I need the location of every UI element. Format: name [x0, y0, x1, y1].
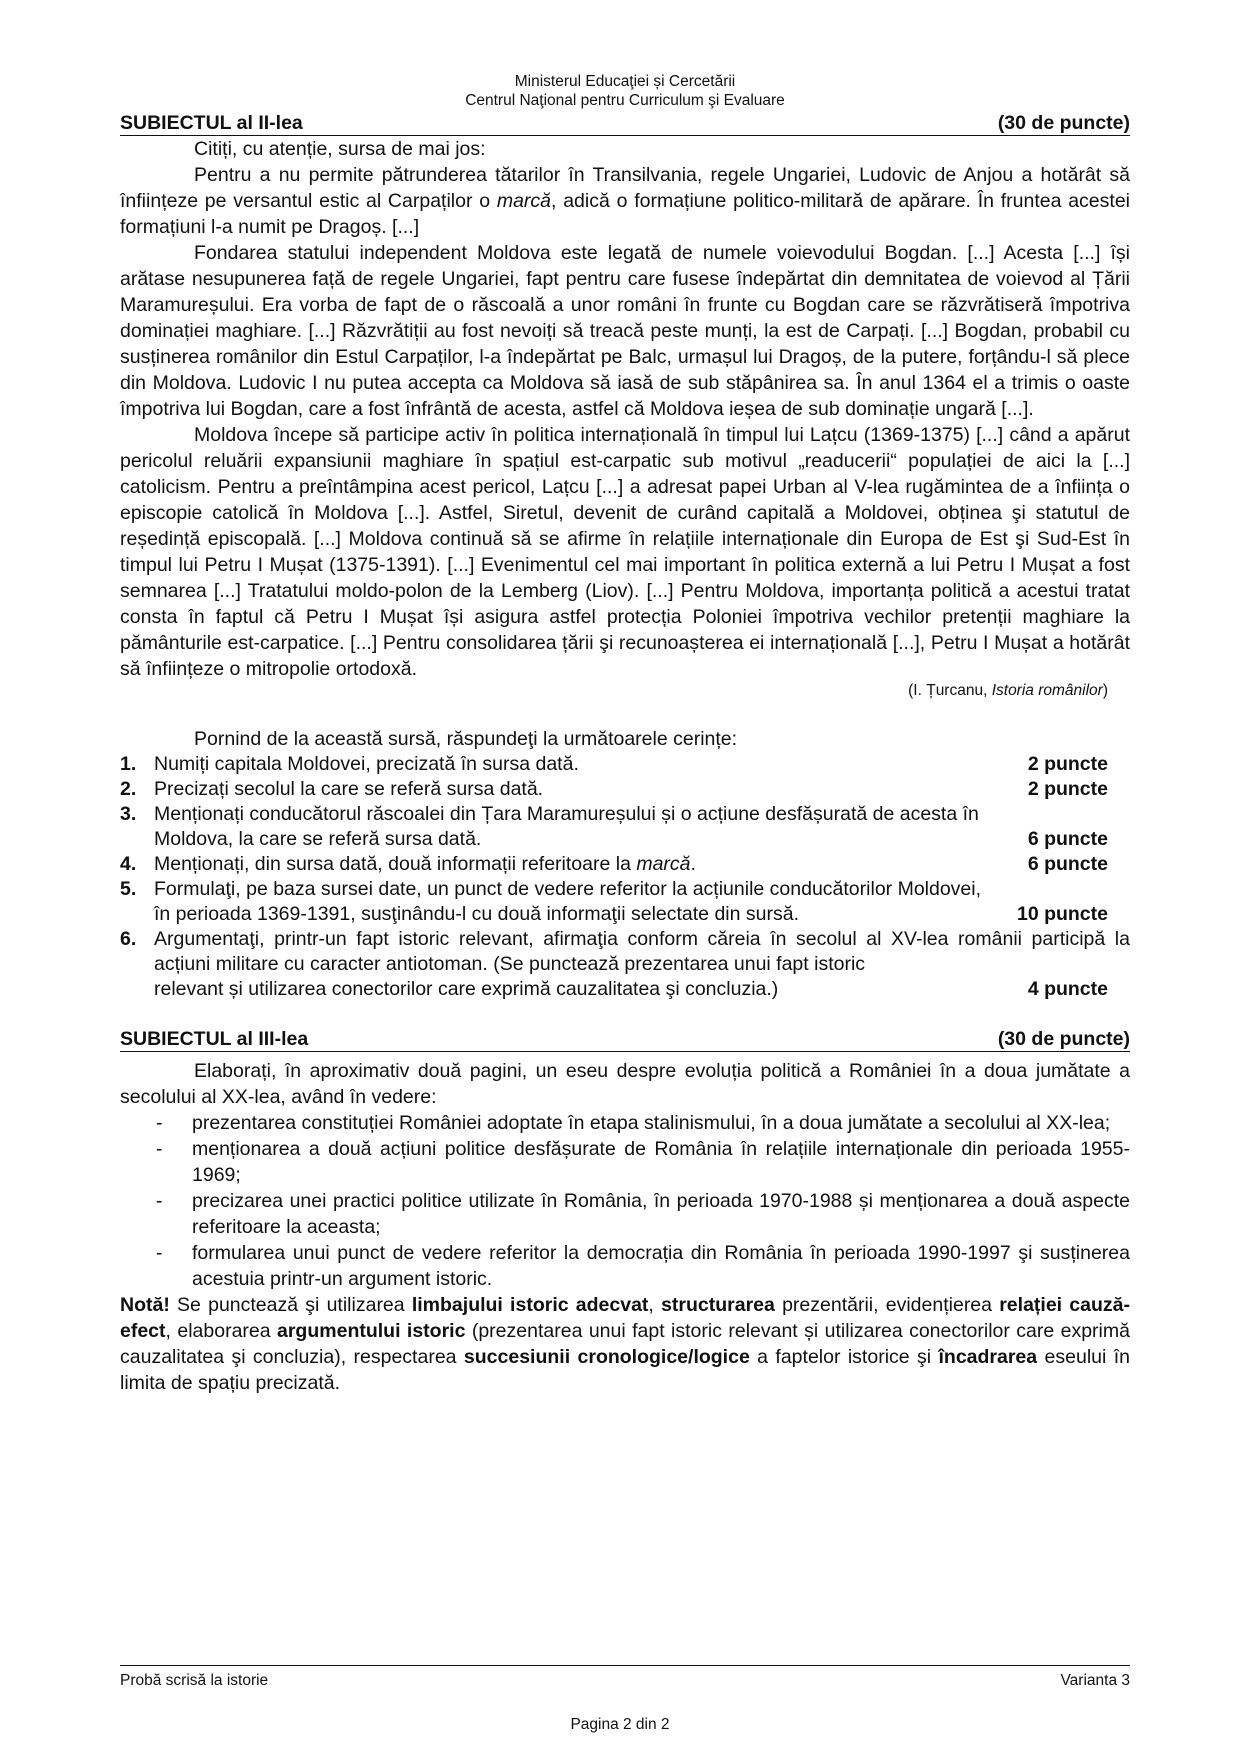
source-citation — [120, 682, 1108, 700]
question-1 — [120, 752, 1130, 777]
note-bold: argumentului istoric — [277, 1320, 466, 1342]
subject-3-heading — [120, 1028, 1130, 1052]
note-text: Se punctează şi utilizarea — [169, 1294, 412, 1316]
source-paragraph-3: Moldova începe să participe activ în politica internațională în timpul lui Lațcu (1369-1375) [...] când a apărut pericolul reluării expansiunii maghiare în spațiul est-carpatic sub motivul „readucerii“ populației de aici la [...] catolicism. Pentru a preîntâmpina acest pericol, Lațcu [...] a adresat papei Urban al V-lea rugămintea de a înființa o episcopie catolică în Moldova [...]. Astfel, Siretul, devenit de curând capitală a Moldovei, obținea şi statutul de reședință episcopală. [...] Moldova continuă să se afirme în relațiile internaționale din Europa de Est şi Sud-Est în timpul lui Petru I Mușat (1375-1391). [...] Evenimentul cel mai important în politica externă a lui Petru I Mușat a fost semnarea [...] Tratatului moldo-polon de la Lemberg (Liov). [...] Pentru Moldova, importanța politică a acestui tratat consta în faptul că Petru I Mușat își asigura astfel protecția Poloniei împotriva vechilor pretenții maghiare la pământurile est-carpatice. [...] Pentru consolidarea țării şi recunoașterea ei internațională [...], Petru I Mușat a hotărât să înființeze o mitropolie ortodoxă. — [120, 424, 1130, 680]
subject-2-heading — [120, 112, 1130, 136]
note-text: , — [648, 1294, 662, 1316]
note-bold: limbajului istoric adecvat — [411, 1294, 649, 1316]
grading-note — [120, 1292, 1130, 1396]
note-text: prezentării, evidențierea — [774, 1294, 1000, 1316]
center-name: Centrul Naţional pentru Curriculum şi Evaluare — [465, 92, 785, 109]
footer-variant: Varianta 3 — [1060, 1672, 1130, 1689]
question-text — [154, 852, 696, 877]
question-text-cont: relevant și utilizarea conectorilor care exprimă cauzalitatea şi concluzia.) — [154, 978, 779, 1000]
page-number: Pagina 2 din 2 — [570, 1716, 670, 1733]
citation-author: (I. Țurcanu, — [908, 682, 992, 699]
question-number: 2. — [120, 778, 137, 800]
subject-3-points: (30 de puncte) — [997, 1028, 1130, 1050]
note-text: (prezentarea unui fapt istoric relevant și utilizarea conectorilor care exprimă cauzalitatea şi concluzia), respectarea — [120, 1320, 1130, 1368]
task-intro: Pornind de la această sursă, răspundeţi la următoarele cerințe: — [194, 728, 738, 750]
question-6 — [120, 927, 1130, 1002]
essay-intro: Elaborați, în aproximativ două pagini, un eseu despre evoluția politică a României în a doua jumătate a secolului al XX-lea, având în vedere: — [120, 1060, 1130, 1108]
question-text: Formulaţi, pe baza sursei date, un punct de vedere referitor la acțiunile conducătorilor Moldovei, — [154, 878, 982, 900]
source-p1-emphasis: marcă — [496, 190, 552, 212]
citation-end: ) — [1102, 682, 1108, 699]
requirement-text: precizarea unei practici politice utilizate în România, în perioada 1970-1988 și menționarea a două aspecte referitoare la aceasta; — [192, 1190, 1130, 1238]
essay-requirement-2 — [120, 1136, 1130, 1188]
question-number: 5. — [120, 878, 137, 900]
source-paragraph-1 — [120, 162, 1130, 240]
question-points: 2 puncte — [1027, 753, 1108, 775]
subject-2-title: SUBIECTUL al II-lea — [120, 112, 303, 134]
note-bold: relației cauză-efect — [120, 1294, 1130, 1342]
requirement-text: formularea unui punct de vedere referitor la democrația din România în perioada 1990-1997 şi susținerea acestuia printr-un argument istoric. — [192, 1242, 1130, 1290]
question-number: 3. — [120, 803, 137, 825]
question-number: 1. — [120, 753, 137, 775]
question-text-cont: Moldova, la care se referă sursa dată. — [154, 828, 482, 850]
note-text: a faptelor istorice şi — [749, 1346, 939, 1368]
question-text-end: . — [690, 853, 696, 875]
citation-title: Istoria românilor — [991, 682, 1103, 699]
question-text: Argumentaţi, printr-un fapt istoric relevant, afirmaţia conform căreia în secolul al XV-lea românii participă la acțiuni militare cu caracter antiotoman. (Se punctează prezentarea unui fapt istoric — [154, 928, 1130, 975]
dash-marker: - — [156, 1112, 163, 1134]
question-3 — [120, 802, 1130, 852]
question-text-part: Menționați, din sursa dată, două informații referitoare la — [154, 853, 637, 875]
question-text-emphasis: marcă — [636, 853, 691, 875]
ministry-name: Ministerul Educaţiei și Cercetării — [514, 73, 736, 90]
ministry-header — [120, 72, 1130, 110]
question-2 — [120, 777, 1130, 802]
essay-requirement-1 — [120, 1110, 1130, 1136]
requirement-text: prezentarea constituției României adoptate în etapa stalinismului, în a doua jumătate a secolului al XX-lea; — [192, 1112, 1111, 1134]
question-points: 6 puncte — [1027, 828, 1108, 850]
question-4 — [120, 852, 1130, 877]
question-5 — [120, 877, 1130, 927]
dash-marker: - — [156, 1190, 163, 1212]
note-bold: încadrarea — [938, 1346, 1038, 1368]
source-paragraph-2: Fondarea statului independent Moldova este legată de numele voievodului Bogdan. [...] Acesta [...] își arătase nesupunerea față de regele Ungariei, fapt pentru care fusese îndepărtat din demnitatea de voievod al Țării Maramureșului. Era vorba de fapt de o răscoală a unor români în frunte cu Bogdan care se răzvrătiseră împotriva dominației maghiare. [...] Răzvrătiții au fost nevoiți să treacă peste munți, la est de Carpați. [...] Bogdan, probabil cu susținerea românilor din Estul Carpaților, l-a îndepărtat pe Balc, urmașul lui Dragoș, de la putere, forțându-l să plece din Moldova. Ludovic I nu putea accepta ca Moldova să iasă de sub stăpânirea sa. În anul 1364 el a trimis o oaste împotriva lui Bogdan, care a fost înfrântă de acesta, astfel că Moldova ieșea de sub dominație ungară [...]. — [120, 242, 1130, 420]
note-text: , elaborarea — [165, 1320, 277, 1342]
dash-marker: - — [156, 1242, 163, 1264]
question-text: Precizați secolul la care se referă sursa dată. — [154, 778, 544, 800]
exam-page — [120, 72, 1130, 1396]
question-points: 2 puncte — [1027, 778, 1108, 800]
requirement-text: menționarea a două acțiuni politice desfășurate de România în relațiile internaționale din perioada 1955-1969; — [192, 1138, 1130, 1186]
dash-marker: - — [156, 1138, 163, 1160]
question-points: 4 puncte — [1027, 978, 1108, 1000]
note-bold: succesiunii cronologice/logice — [463, 1346, 750, 1368]
note-bold: structurarea — [661, 1294, 775, 1316]
essay-requirement-3 — [120, 1188, 1130, 1240]
subject-3-title: SUBIECTUL al III-lea — [120, 1028, 309, 1050]
note-text: eseului în limita de spațiu precizată. — [120, 1346, 1130, 1394]
question-points: 10 puncte — [1016, 903, 1108, 925]
source-p1-end: , adică o formațiune politico-militară de apărare. În fruntea acestei formațiuni l-a numit pe Dragoș. [...] — [120, 190, 1130, 238]
essay-requirement-4 — [120, 1240, 1130, 1292]
note-label: Notă! — [120, 1294, 170, 1316]
question-points: 6 puncte — [1027, 853, 1108, 875]
question-number: 4. — [120, 853, 137, 875]
subject-2-points: (30 de puncte) — [997, 112, 1130, 134]
page-footer — [120, 1665, 1130, 1690]
footer-exam-name: Probă scrisă la istorie — [120, 1672, 269, 1689]
question-text: Numiți capitala Moldovei, precizată în sursa dată. — [154, 753, 579, 775]
source-p1-text: Pentru a nu permite pătrunderea tătarilor în Transilvania, regele Ungariei, Ludovic de Anjou a hotărât să înființeze pe versantul estic al Carpaților o — [120, 164, 1130, 212]
question-number: 6. — [120, 928, 137, 950]
question-text-cont: în perioada 1369-1391, susţinându-l cu două informaţii selectate din sursă. — [154, 903, 799, 925]
question-text: Menționați conducătorul răscoalei din Țara Maramureșului și o acțiune desfășurată de acesta în — [154, 803, 979, 825]
source-intro: Citiți, cu atenție, sursa de mai jos: — [194, 138, 486, 160]
